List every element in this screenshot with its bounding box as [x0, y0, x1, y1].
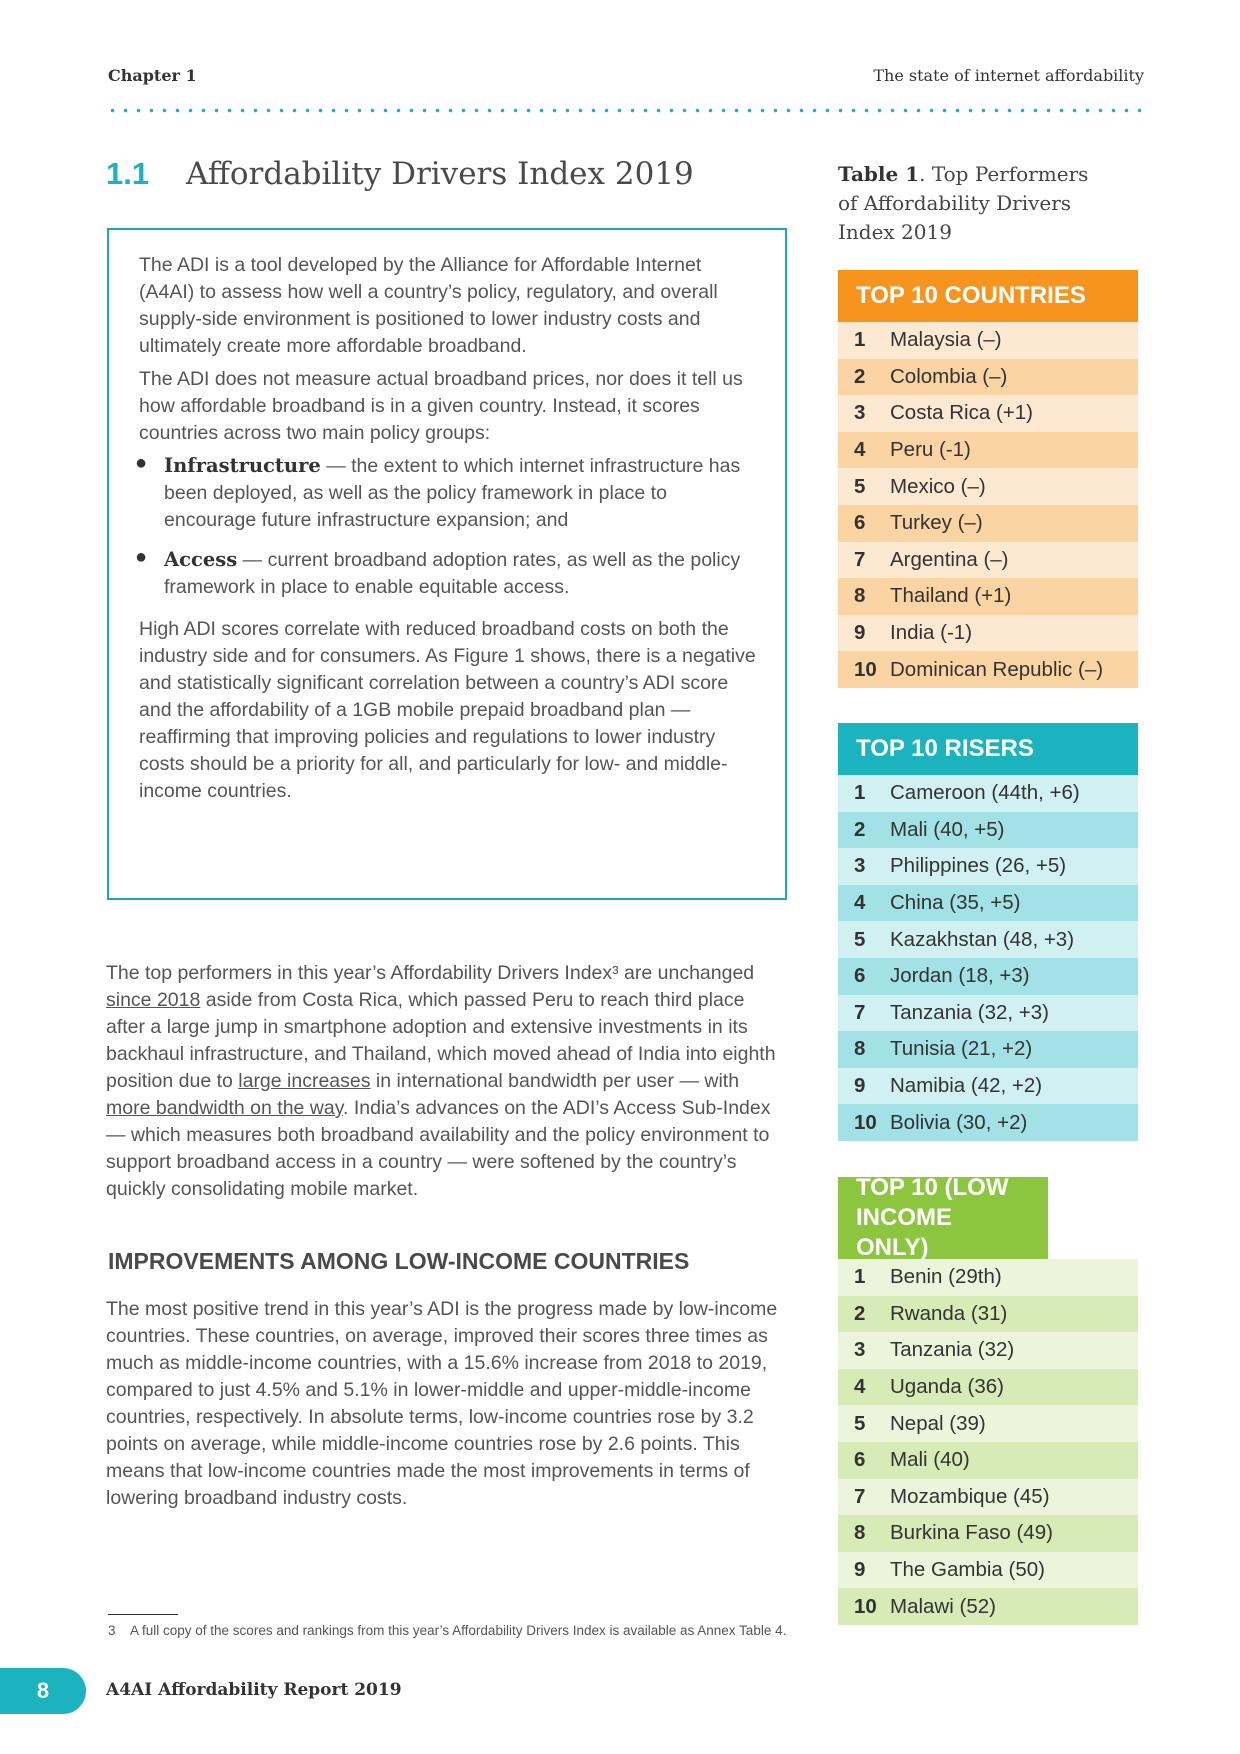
table-row — [838, 1552, 1138, 1589]
table-row — [838, 812, 1138, 849]
table-rows — [838, 775, 1138, 1141]
bullet-dot: ● — [135, 546, 148, 568]
table-row — [838, 775, 1138, 812]
page-number: 8 — [36, 1678, 50, 1703]
country-name: Rwanda (31) — [890, 1301, 1008, 1325]
table-top-10-countries — [838, 270, 1138, 688]
chapter-label: Chapter 1 — [108, 66, 197, 85]
body-paragraph-1 — [106, 960, 788, 1203]
country-name: Nepal (39) — [890, 1411, 986, 1435]
table-caption — [838, 160, 1108, 247]
bullet-access — [164, 546, 761, 601]
rank-number: 1 — [854, 328, 866, 352]
rank-number: 8 — [854, 584, 866, 608]
table-row — [838, 958, 1138, 995]
country-name: Bolivia (30, +2) — [890, 1110, 1028, 1134]
country-name: Tunisia (21, +2) — [890, 1037, 1033, 1061]
rank-number: 5 — [854, 1411, 866, 1435]
table-row — [838, 1479, 1138, 1516]
table-header-label: TOP 10 RISERS — [856, 735, 1034, 762]
rank-number: 4 — [854, 891, 866, 915]
table-row — [838, 322, 1138, 359]
section-title: Affordability Drivers Index 2019 — [186, 156, 694, 192]
table-row — [838, 615, 1138, 652]
link-since-2018[interactable]: since 2018 — [106, 989, 201, 1011]
running-header-title: The state of internet affordability — [873, 66, 1144, 85]
rank-number: 6 — [854, 1448, 866, 1472]
rank-number: 1 — [854, 781, 866, 805]
table-header — [838, 1174, 1048, 1261]
country-name: Cameroon (44th, +6) — [890, 781, 1080, 805]
bullet-heading: Access — [164, 548, 238, 571]
table-row — [838, 542, 1138, 579]
rank-number: 6 — [854, 964, 866, 988]
intro-callout-box — [107, 228, 787, 900]
text-run: . India’s advances on the ADI’s Access Sub-Index — which measures both broadband availability and the policy environment to support broadband access in a country — were softened by the country’s quickly consolidating mobile market. — [106, 1097, 771, 1200]
table-top-10-risers — [838, 723, 1138, 1141]
country-name: Burkina Faso (49) — [890, 1521, 1053, 1545]
page-number-tab — [0, 1668, 86, 1714]
country-name: Benin (29th) — [890, 1265, 1002, 1289]
rank-number: 10 — [854, 657, 877, 681]
table-caption-text: . Top Performers of Affordability Drivers Index 2019 — [838, 162, 1089, 244]
country-name: Turkey (–) — [890, 511, 983, 535]
table-row — [838, 359, 1138, 396]
table-row — [838, 1259, 1138, 1296]
country-name: Uganda (36) — [890, 1375, 1004, 1399]
rank-number: 4 — [854, 438, 866, 462]
table-row — [838, 1588, 1138, 1625]
country-name: Mali (40) — [890, 1448, 970, 1472]
table-row — [838, 848, 1138, 885]
country-name: Kazakhstan (48, +3) — [890, 927, 1075, 951]
table-row — [838, 921, 1138, 958]
text-run: aside from Costa Rica, which passed Peru to reach third place after a large jump in smartphone adoption and extensive investments in its backhaul infrastructure, and Thailand, which moved ahead of India into eighth position due to — [106, 989, 776, 1092]
bullet-text: — current broadband adoption rates, as well as the policy framework in place to enable equitable access. — [164, 549, 741, 598]
rank-number: 2 — [854, 817, 866, 841]
footnote-number: 3 — [108, 1623, 116, 1638]
table-row — [838, 1442, 1138, 1479]
rank-number: 3 — [854, 1338, 866, 1362]
country-name: Namibia (42, +2) — [890, 1074, 1043, 1098]
country-name: Philippines (26, +5) — [890, 854, 1067, 878]
country-name: Peru (-1) — [890, 438, 971, 462]
table-header — [838, 723, 1138, 775]
table-rows — [838, 322, 1138, 688]
table-header — [838, 270, 1138, 322]
rank-number: 9 — [854, 621, 866, 645]
table-header-label: TOP 10 COUNTRIES — [856, 282, 1086, 309]
footer-report-title: A4AI Affordability Report 2019 — [106, 1680, 402, 1700]
rank-number: 4 — [854, 1375, 866, 1399]
country-name: The Gambia (50) — [890, 1558, 1045, 1582]
intro-paragraph-1: The ADI is a tool developed by the Alliance for Affordable Internet (A4AI) to assess how well a country’s policy, regulatory, and overall supply-side environment is positioned to lower industry costs and ultimately create more affordable broadband. — [139, 254, 718, 357]
bullet-dot: ● — [135, 452, 148, 474]
intro-paragraph-3: High ADI scores correlate with reduced broadband costs on both the industry side and for consumers. As Figure 1 shows, there is a negative and statistically significant correlation between a country’s ADI score and the affordability of a 1GB mobile prepaid broadband plan — reaffirming that improving policies and regulations to lower industry costs should be a priority for all, and particularly for low- and middle-income countries. — [139, 618, 756, 802]
country-name: Dominican Republic (–) — [890, 657, 1104, 681]
country-name: Malaysia (–) — [890, 328, 1002, 352]
rank-number: 9 — [854, 1558, 866, 1582]
country-name: Malawi (52) — [890, 1594, 996, 1618]
table-top-10-low-income — [838, 1174, 1138, 1625]
rank-number: 2 — [854, 364, 866, 388]
table-row — [838, 1031, 1138, 1068]
table-row — [838, 1332, 1138, 1369]
body-paragraph-2: The most positive trend in this year’s ADI is the progress made by low-income countries. These countries, on average, improved their scores three times as much as middle-income countries, with a 15.6% increase from 2018 to 2019, compared to just 4.5% and 5.1% in lower-middle and upper-middle-income countries, respectively. In absolute terms, low-income countries rose by 3.2 points on average, while middle-income countries rose by 2.6 points. This means that low-income countries made the most improvements in terms of lowering broadband industry costs. — [106, 1298, 778, 1509]
rank-number: 2 — [854, 1301, 866, 1325]
country-name: Jordan (18, +3) — [890, 964, 1030, 988]
country-name: Mexico (–) — [890, 474, 986, 498]
text-run: The top performers in this year’s Affordability Drivers Index³ are unchanged — [106, 962, 755, 984]
table-row — [838, 505, 1138, 542]
rank-number: 1 — [854, 1265, 866, 1289]
footnote — [108, 1622, 788, 1639]
table-row — [838, 432, 1138, 469]
link-more-bandwidth[interactable]: more bandwidth on the way — [106, 1097, 344, 1119]
footnote-text: A full copy of the scores and rankings from this year’s Affordability Drivers Index is available as Annex Table 4. — [130, 1623, 787, 1638]
rank-number: 3 — [854, 854, 866, 878]
country-name: Costa Rica (+1) — [890, 401, 1033, 425]
table-row — [838, 578, 1138, 615]
country-name: Argentina (–) — [890, 547, 1009, 571]
rank-number: 5 — [854, 474, 866, 498]
table-header-label: TOP 10 (LOW INCOME ONLY) — [856, 1174, 1009, 1261]
rank-number: 10 — [854, 1110, 877, 1134]
table-row — [838, 995, 1138, 1032]
country-name: Mozambique (45) — [890, 1484, 1050, 1508]
text-run: in international bandwidth per user — with — [370, 1070, 740, 1092]
country-name: Thailand (+1) — [890, 584, 1012, 608]
rank-number: 5 — [854, 927, 866, 951]
rank-number: 7 — [854, 1484, 866, 1508]
table-row — [838, 651, 1138, 688]
table-row — [838, 1296, 1138, 1333]
rank-number: 8 — [854, 1037, 866, 1061]
country-name: Tanzania (32, +3) — [890, 1000, 1049, 1024]
country-name: Mali (40, +5) — [890, 817, 1005, 841]
table-row — [838, 395, 1138, 432]
rank-number: 10 — [854, 1594, 877, 1618]
rank-number: 9 — [854, 1074, 866, 1098]
rank-number: 7 — [854, 1000, 866, 1024]
subheading-low-income: IMPROVEMENTS AMONG LOW-INCOME COUNTRIES — [108, 1248, 690, 1274]
table-row — [838, 1104, 1138, 1141]
table-row — [838, 1369, 1138, 1406]
intro-paragraph-2: The ADI does not measure actual broadband prices, nor does it tell us how affordable broadband is in a given country. Instead, it scores countries across two main policy groups: — [139, 368, 743, 444]
link-large-increases[interactable]: large increases — [238, 1070, 371, 1092]
bullet-text: — the extent to which internet infrastructure has been deployed, as well as the policy framework in place to encourage future infrastructure expansion; and — [164, 455, 741, 531]
table-rows — [838, 1259, 1138, 1625]
bullet-infrastructure — [164, 452, 761, 534]
dotted-divider — [106, 108, 1144, 113]
table-row — [838, 1405, 1138, 1442]
rank-number: 3 — [854, 401, 866, 425]
table-caption-label: Table 1 — [838, 162, 920, 186]
country-name: Colombia (–) — [890, 364, 1008, 388]
rank-number: 7 — [854, 547, 866, 571]
bullet-heading: Infrastructure — [164, 454, 321, 477]
table-row — [838, 468, 1138, 505]
table-row — [838, 1068, 1138, 1105]
country-name: China (35, +5) — [890, 891, 1021, 915]
country-name: Tanzania (32) — [890, 1338, 1015, 1362]
footnote-rule — [108, 1614, 178, 1615]
section-number: 1.1 — [106, 156, 150, 191]
country-name: India (-1) — [890, 621, 973, 645]
rank-number: 8 — [854, 1521, 866, 1545]
rank-number: 6 — [854, 511, 866, 535]
table-row — [838, 885, 1138, 922]
table-row — [838, 1515, 1138, 1552]
